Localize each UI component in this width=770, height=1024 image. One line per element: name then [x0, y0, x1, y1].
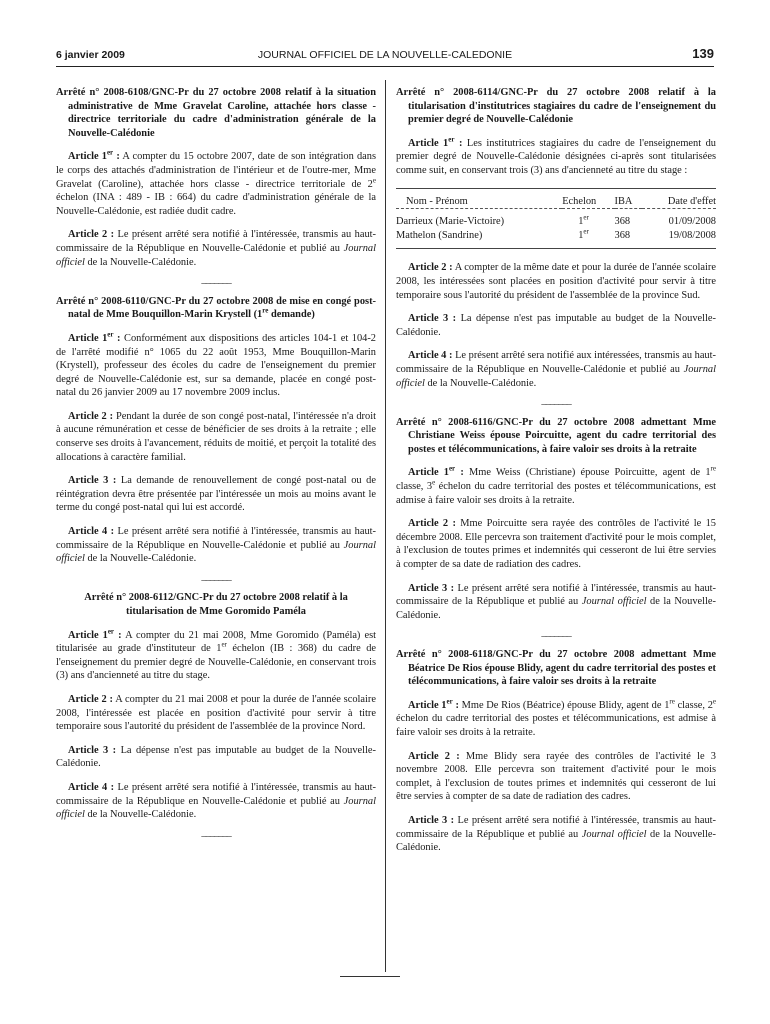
cell-date: 19/08/2008 [668, 229, 716, 241]
article-label: Article 3 : [408, 582, 455, 594]
cell-iba: 368 [614, 216, 631, 228]
cell-name: Mathelon (Sandrine) [396, 229, 483, 241]
table-row [396, 215, 716, 229]
article-paragraph: Article 2 : Pendant la durée de son congé post-natal, l'intéressée n'a droit à aucune rémunération et cesse de bénéficier de ses droits à la retraite ; elle conserve ses droits à l'avancement, réduits de moitié, et perçoit la totalité des allocations à caractère familial. [56, 410, 376, 463]
decree-title: Arrêté n° 2008-6114/GNC-Pr du 27 octobre 2008 relatif à la titularisation d'institutrices stagiaires du cadre de l'enseignement du premier degré de Nouvelle-Calédonie [396, 87, 716, 126]
column-header: Nom - Prénom [406, 195, 468, 207]
table-header-row [396, 195, 716, 209]
article-label: Article 4 : [68, 526, 115, 538]
article-label: Article 3 : [68, 475, 117, 487]
page-header [56, 46, 714, 64]
article-paragraph: Article 2 : A compter du 21 mai 2008 et pour la durée de l'année scolaire 2008, l'intéressée est placée en position d'activité pour servir à titre temporaire sous l'autorité du président de l'assemblée de la province Nord. [56, 693, 376, 733]
section-separator: _______ [201, 274, 231, 286]
section-separator: _______ [201, 826, 231, 838]
header-rule [56, 66, 714, 67]
column-header: Echelon [562, 195, 597, 207]
decree-title: Arrêté n° 2008-6110/GNC-Pr du 27 octobre 2008 de mise en congé post-natal de Mme Bouquillon-Marin Krystell (1re demande) [56, 295, 376, 321]
article-label: Article 1er : [68, 627, 122, 641]
cell-echelon: 1er [578, 227, 589, 241]
article-paragraph: Article 3 : La demande de renouvellement de congé post-natal ou de réintégration devra être présentée par l'intéressée un mois au moins avant le terme du congé post-natal qui lui est accordé. [56, 475, 376, 514]
article-paragraph: Article 3 : Le présent arrêté sera notifié à l'intéressée, transmis au haut-commissaire de la République et publié au Journal officiel de la Nouvelle-Calédonie. [396, 814, 716, 854]
article-label: Article 2 : [68, 693, 113, 705]
article-label: Article 2 : [408, 262, 453, 274]
article-paragraph: Article 3 : Le présent arrêté sera notifié à l'intéressée, transmis au haut-commissaire de la République et publié au Journal officiel de la Nouvelle-Calédonie. [396, 582, 716, 621]
article-label: Article 3 : [408, 313, 457, 325]
column-header: Date d'effet [667, 195, 716, 207]
titularisation-table [396, 188, 716, 250]
decree-title: Arrêté n° 2008-6108/GNC-Pr du 27 octobre 2008 relatif à la situation administrative de Mme Gravelat Caroline, attachée hors classe - directrice territoriale du cadre d'administration générale de la Nouvelle-Calédonie [56, 87, 376, 139]
article-paragraph: Article 1er : Les institutrices stagiaires du cadre de l'enseignement du premier degré de Nouvelle-Calédonie désignées ci-après sont titularisées comme suit, en conservant trois (3) ans d'ancienneté au titre du stage : [396, 135, 716, 176]
article-paragraph: Article 1er : A compter du 15 octobre 2007, date de son intégration dans le corps des attachés d'administration de l'intérieur et de l'outre-mer, Mme Gravelat (Caroline), attachée hors classe - directrice territoriale de 2e échelon (INA : 489 - IB : 664) du cadre d'administration générale de la Nouvelle-Calédonie, est radiée dudit cadre. [56, 148, 377, 217]
article-label: Article 1er : [408, 465, 464, 479]
column-divider [385, 80, 386, 972]
article-label: Article 3 : [68, 744, 117, 756]
article-paragraph: Article 4 : Le présent arrêté sera notifié aux intéressées, transmis au haut-commissaire de la République en Nouvelle-Calédonie et publié au Journal officiel de la Nouvelle-Calédonie. [396, 350, 716, 389]
article-paragraph: Article 1er : A compter du 21 mai 2008, Mme Goromido (Paméla) est titularisée au grade d'instituteur de 1er échelon (IB : 368) du cadre de l'enseignement du premier degré de Nouvelle-Calédonie, en conservant trois (3) ans d'ancienneté au titre du stage. [56, 627, 376, 682]
decree-title: Arrêté n° 2008-6112/GNC-Pr du 27 octobre 2008 relatif à la titularisation de Mme Goromido Paméla [84, 592, 348, 617]
article-label: Article 4 : [408, 350, 453, 362]
column-header: IBA [614, 195, 633, 207]
article-paragraph: Article 2 : Le présent arrêté sera notifié à l'intéressée, transmis au haut-commissaire de la République en Nouvelle-Calédonie et publié au Journal officiel de la Nouvelle-Calédonie. [56, 229, 376, 268]
table-rule [396, 242, 716, 249]
cell-echelon: 1er [578, 213, 589, 228]
left-column [56, 86, 376, 847]
article-label: Article 1er : [68, 148, 120, 163]
article-paragraph: Article 3 : La dépense n'est pas imputable au budget de la Nouvelle-Calédonie. [56, 744, 376, 770]
cell-date: 01/09/2008 [668, 216, 716, 228]
article-label: Article 1er : [408, 697, 459, 711]
article-paragraph: Article 2 : A compter de la même date et pour la durée de l'année scolaire 2008, les intéressées sont placées en position d'activité pour servir à titre temporaire sous l'autorité du président de l'assemblée de la province Sud. [396, 262, 716, 301]
decree-title: Arrêté n° 2008-6118/GNC-Pr du 27 octobre 2008 admettant Mme Béatrice De Rios épouse Blidy, agent du cadre territorial des postes et télécommunications, à faire valoir ses droits à la retraite [396, 649, 716, 688]
article-paragraph: Article 1er : Mme Weiss (Christiane) épouse Poircuitte, agent de 1re classe, 3e échelon du cadre territorial des postes et télécommunications, est admise à faire valoir ses droits à la retraite. [396, 465, 716, 506]
article-paragraph: Article 4 : Le présent arrêté sera notifié à l'intéressée, transmis au haut-commissaire de la République en Nouvelle-Calédonie et publié au Journal officiel de la Nouvelle-Calédonie. [56, 781, 376, 821]
article-label: Article 3 : [408, 814, 455, 826]
decree-title: Arrêté n° 2008-6116/GNC-Pr du 27 octobre 2008 admettant Mme Christiane Weiss épouse Poircuitte, agent du cadre territorial des postes et télécommunications, à faire valoir ses droits à la retraite [396, 416, 716, 455]
cell-iba: 368 [614, 229, 631, 241]
article-paragraph: Article 2 : Mme Poircuitte sera rayée des contrôles de l'activité le 15 décembre 2008. Elle percevra son traitement d'activité pour le mois complet, à l'exclusion de toutes primes et indemnités qui cesseront de lui être servies à compter de sa date de radiation des cadres. [396, 518, 716, 571]
article-paragraph: Article 1er : Conformément aux dispositions des articles 104-1 et 104-2 de l'arrêté modifié n° 1065 du 22 août 1953, Mme Bouquillon-Marin (Krystell), professeur des écoles du cadre de l'enseignement du premier degré de Nouvelle-Calédonie est, sur sa demande, placée en congé post-natal du 26 janvier 2009 au 17 novembre 2009 inclus. [56, 330, 377, 399]
page-end-rule [340, 976, 400, 977]
article-label: Article 2 : [408, 518, 456, 530]
article-label: Article 2 : [68, 229, 115, 241]
article-paragraph: Article 3 : La dépense n'est pas imputable au budget de la Nouvelle-Calédonie. [396, 313, 716, 338]
section-separator: _______ [541, 627, 571, 639]
table-row [396, 229, 716, 243]
article-paragraph: Article 1er : Mme De Rios (Béatrice) épouse Blidy, agent de 1re classe, 2e échelon du cadre territorial des postes et télécommunications, est admise à faire valoir ses droits à la retraite. [396, 697, 716, 738]
header-date: 6 janvier 2009 [56, 49, 125, 61]
article-label: Article 1er : [68, 330, 121, 344]
article-paragraph: Article 4 : Le présent arrêté sera notifié à l'intéressée, transmis au haut-commissaire de la République en Nouvelle-Calédonie et publié au Journal officiel de la Nouvelle-Calédonie. [56, 526, 376, 565]
article-label: Article 1er : [408, 135, 463, 149]
page-number: 139 [692, 46, 714, 61]
section-separator: _______ [541, 395, 571, 407]
article-label: Article 2 : [68, 410, 114, 422]
journal-title: JOURNAL OFFICIEL DE LA NOUVELLE-CALEDONIE [257, 49, 513, 61]
article-label: Article 2 : [408, 750, 460, 762]
article-paragraph: Article 2 : Mme Blidy sera rayée des contrôles de l'activité le 3 novembre 2008. Elle percevra son traitement d'activité pour le mois complet, à l'exclusion de toutes primes et indemnités qui cesseront de lui être servies à compter de sa date de radiation des cadres. [396, 750, 716, 803]
right-column [396, 86, 716, 865]
article-label: Article 4 : [68, 781, 115, 793]
section-separator: _______ [201, 570, 231, 582]
cell-name: Darrieux (Marie-Victoire) [396, 216, 505, 228]
